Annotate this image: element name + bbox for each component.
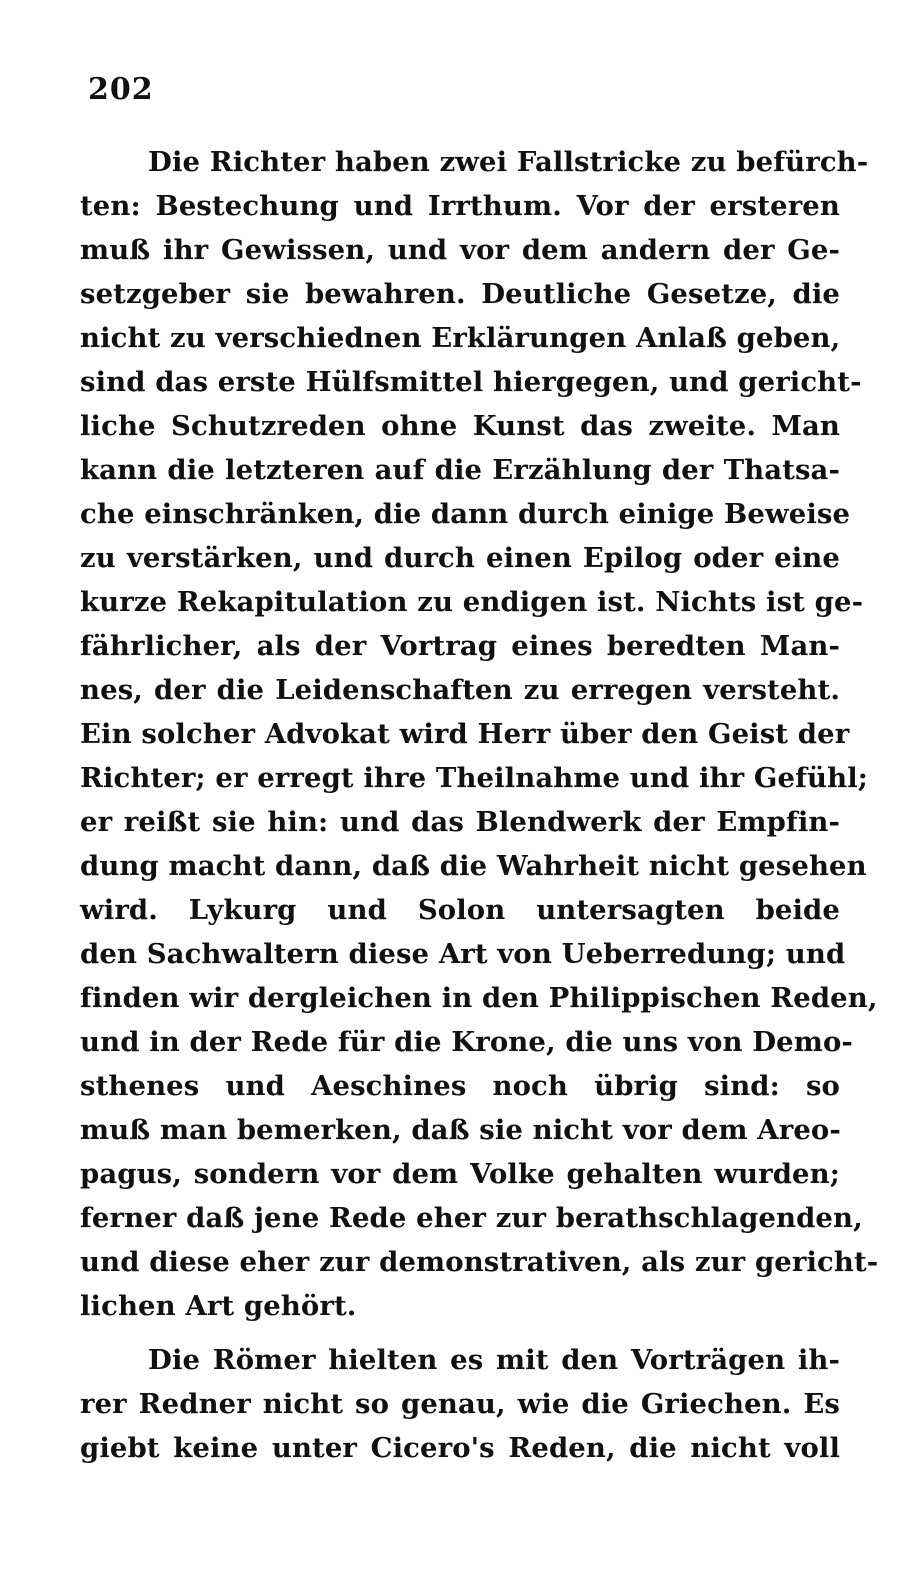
- text-line: Richter; er erregt ihre Theilnahme und ihr Gefühl;: [80, 762, 868, 794]
- text-line: den Sachwaltern diese Art von Ueberredung; und: [80, 938, 846, 970]
- page-number: 202: [88, 72, 154, 107]
- text-line: Die Römer hielten es mit den Vorträgen ih-: [148, 1344, 840, 1376]
- text-line: kann die letzteren auf die Erzählung der Thatsa-: [80, 454, 840, 486]
- text-line: rer Redner nicht so genau, wie die Griechen. Es: [80, 1388, 840, 1420]
- body-text: [80, 140, 879, 1470]
- text-line: nicht zu verschiednen Erklärungen Anlaß geben,: [80, 322, 841, 354]
- text-line: Die Richter haben zwei Fallstricke zu befürch-: [148, 146, 869, 178]
- text-line: sind das erste Hülfsmittel hiergegen, und gericht-: [80, 366, 862, 398]
- text-line: lichen Art gehört.: [80, 1290, 357, 1322]
- text-line: ferner daß jene Rede eher zur berathschlagenden,: [80, 1202, 863, 1234]
- text-line: pagus, sondern vor dem Volke gehalten wurden;: [80, 1158, 840, 1190]
- text-line: che einschränken, die dann durch einige Beweise: [80, 498, 851, 530]
- text-line: ten: Bestechung und Irrthum. Vor der ersteren: [80, 190, 840, 222]
- text-line: kurze Rekapitulation zu endigen ist. Nichts ist ge-: [80, 586, 864, 618]
- paragraph-1: [80, 140, 879, 1328]
- text-line: und in der Rede für die Krone, die uns von Demo-: [80, 1026, 853, 1058]
- paragraph-2: [80, 1338, 840, 1470]
- text-line: Ein solcher Advokat wird Herr über den Geist der: [80, 718, 850, 750]
- text-line: fährlicher, als der Vortrag eines beredten Man-: [80, 630, 840, 662]
- text-line: zu verstärken, und durch einen Epilog oder eine: [80, 542, 840, 574]
- text-line: sthenes und Aeschines noch übrig sind: so: [80, 1070, 840, 1102]
- text-line: muß ihr Gewissen, und vor dem andern der Ge-: [80, 234, 840, 266]
- text-line: muß man bemerken, daß sie nicht vor dem Areo-: [80, 1114, 841, 1146]
- text-line: er reißt sie hin: und das Blendwerk der Empfin-: [80, 806, 840, 838]
- text-line: finden wir dergleichen in den Philippischen Reden,: [80, 982, 878, 1014]
- text-line: giebt keine unter Cicero's Reden, die nicht voll: [80, 1432, 840, 1464]
- text-line: dung macht dann, daß die Wahrheit nicht gesehen: [80, 850, 867, 882]
- text-line: nes, der die Leidenschaften zu erregen versteht.: [80, 674, 840, 706]
- text-line: wird. Lykurg und Solon untersagten beide: [80, 894, 840, 926]
- paragraph-gap: [80, 1328, 840, 1338]
- text-line: setzgeber sie bewahren. Deutliche Gesetze, die: [80, 278, 840, 310]
- text-line: liche Schutzreden ohne Kunst das zweite. Man: [80, 410, 840, 442]
- text-line: und diese eher zur demonstrativen, als zur gericht-: [80, 1246, 879, 1278]
